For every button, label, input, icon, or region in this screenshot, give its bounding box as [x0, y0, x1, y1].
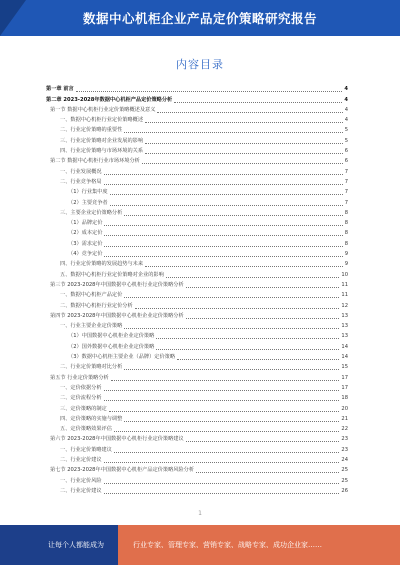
toc-entry-title: （2）成本定价: [68, 230, 103, 237]
toc-entry-page: 8: [344, 220, 348, 227]
toc-entry-page: 18: [341, 395, 348, 402]
toc-dot-leader: [124, 368, 339, 370]
toc-entry-title: 一、行业主要企业定价策略: [60, 323, 123, 330]
toc-entry[interactable]: [46, 403, 348, 413]
toc-entry-page: 7: [344, 168, 348, 175]
toc-entry[interactable]: [46, 331, 348, 341]
toc-dot-leader: [111, 379, 340, 381]
toc-entry[interactable]: [46, 383, 348, 393]
toc-dot-leader: [135, 307, 340, 309]
toc-dot-leader: [142, 162, 343, 164]
toc-entry-page: 9: [344, 251, 348, 258]
toc-entry[interactable]: [46, 290, 348, 300]
toc-entry-title: 五、定价策略效果评估: [60, 426, 112, 433]
toc-entry[interactable]: [46, 166, 348, 176]
toc-entry-page: 26: [341, 487, 348, 494]
toc-entry[interactable]: [46, 125, 348, 135]
toc-entry-title: 第七节 2023-2028年中国数据中心机柜产品定价策略风险分析: [50, 467, 195, 474]
toc-entry-title: （1）品牌定价: [68, 220, 103, 227]
toc-entry-page: 11: [341, 292, 348, 299]
toc-dot-leader: [166, 276, 340, 278]
toc-dot-leader: [186, 286, 340, 288]
toc-entry-title: 第四节 2023-2028年中国数据中心机柜企业定价策略分析: [50, 312, 184, 319]
toc-dot-leader: [104, 234, 342, 236]
toc-dot-leader: [114, 451, 340, 453]
toc-entry-page: 11: [341, 281, 348, 288]
toc-entry-page: 8: [344, 209, 348, 216]
toc-entry-title: （3）数据中心机柜主要企业（品牌）定价策略: [68, 354, 176, 361]
toc-dot-leader: [124, 420, 339, 422]
toc-entry-title: （4）竞争定价: [68, 251, 103, 258]
footer-roles: 行业专家、管理专家、营销专家、战略专家、成功企业家……: [133, 541, 322, 549]
toc-entry[interactable]: [46, 187, 348, 197]
toc-entry-title: 第五节 行业定价策略分析: [50, 374, 109, 381]
toc-entry-page: 13: [341, 333, 348, 340]
toc-dot-leader: [114, 430, 340, 432]
toc-entry[interactable]: [46, 269, 348, 279]
toc-dot-leader: [104, 389, 340, 391]
toc-entry[interactable]: [46, 424, 348, 434]
toc-dot-leader: [145, 152, 343, 154]
toc-entry-page: 23: [341, 436, 348, 443]
toc-dot-leader: [156, 348, 339, 350]
toc-entry[interactable]: [46, 455, 348, 465]
toc-entry[interactable]: [46, 486, 348, 496]
toc-entry-title: 四、行业定价策略与市场环境的关系: [60, 148, 144, 155]
toc-entry-title: 三、主要企业定价策略分析: [60, 209, 123, 216]
toc-dot-leader: [110, 204, 343, 206]
toc-entry-page: 4: [344, 117, 348, 124]
toc-entry[interactable]: [46, 228, 348, 238]
toc-entry-title: （3）需求定价: [68, 240, 103, 247]
toc-entry-page: 7: [344, 199, 348, 206]
toc-dot-leader: [109, 410, 340, 412]
toc-dot-leader: [104, 183, 343, 185]
toc-entry-title: 二、行业定价策略的重要性: [60, 127, 123, 134]
toc-entry-title: 三、行业定价策略对企业发展的影响: [60, 137, 144, 144]
toc-dot-leader: [104, 492, 340, 494]
toc-entry[interactable]: [46, 84, 348, 94]
toc-entry-title: 二、行业定价建议: [60, 456, 102, 463]
toc-entry-title: （2）国外数据中心机柜企业定价策略: [68, 343, 155, 350]
toc-entry-title: 一、行业定价策略建议: [60, 446, 112, 453]
toc-entry-page: 5: [344, 127, 348, 134]
toc-entry-title: 第二节 数据中心机柜行业市场环境分析: [50, 158, 140, 165]
toc-entry-page: 7: [344, 178, 348, 185]
page-number: 1: [198, 510, 202, 517]
toc-dot-leader: [104, 399, 340, 401]
toc-entry-page: 6: [344, 158, 348, 165]
toc-entry[interactable]: [46, 352, 348, 362]
toc-entry[interactable]: [46, 249, 348, 259]
toc-entry[interactable]: [46, 177, 348, 187]
toc-entry[interactable]: [46, 311, 348, 321]
toc-entry-page: 13: [341, 312, 348, 319]
toc-entry-title: 第三节 2023-2028年中国数据中心机柜行业定价策略分析: [50, 281, 184, 288]
toc-entry-page: 24: [341, 456, 348, 463]
toc-entry[interactable]: [46, 208, 348, 218]
toc-dot-leader: [104, 482, 340, 484]
toc-entry[interactable]: [46, 280, 348, 290]
toc-entry-page: 4: [344, 106, 348, 113]
toc-entry-title: 二、行业定价策略对比分析: [60, 364, 123, 371]
toc-entry-page: 4: [344, 96, 348, 103]
toc-entry-page: 23: [341, 446, 348, 453]
toc-entry[interactable]: [46, 444, 348, 454]
toc-entry-title: 一、定价依据分析: [60, 384, 102, 391]
toc-dot-leader: [104, 255, 342, 257]
toc-dot-leader: [76, 90, 343, 92]
toc-entry-title: 二、定价流程分析: [60, 395, 102, 402]
toc-dot-leader: [186, 440, 340, 442]
toc-dot-leader: [104, 245, 342, 247]
toc-entry[interactable]: [46, 135, 348, 145]
toc-entry-title: 第一章 前言: [46, 86, 74, 93]
toc-dot-leader: [104, 173, 343, 175]
toc-entry-page: 12: [341, 302, 348, 309]
toc-entry[interactable]: [46, 197, 348, 207]
toc-entry-page: 9: [344, 261, 348, 268]
toc-dot-leader: [124, 296, 339, 298]
toc-entry-page: 17: [341, 384, 348, 391]
table-of-contents: [46, 84, 348, 496]
toc-entry-title: 三、定价策略的制定: [60, 405, 107, 412]
toc-entry-page: 25: [341, 477, 348, 484]
toc-entry-title: 一、数据中心机柜产品定价: [60, 292, 123, 299]
toc-entry-title: 四、行业定价策略的发展趋势与未来: [60, 261, 144, 268]
toc-entry[interactable]: [46, 341, 348, 351]
toc-entry-title: 五、数据中心机柜行业定价策略对企业的影响: [60, 271, 164, 278]
toc-entry-page: 22: [341, 426, 348, 433]
toc-entry[interactable]: [46, 105, 348, 115]
toc-entry-title: 二、行业竞争格局: [60, 178, 102, 185]
toc-entry-page: 10: [341, 271, 348, 278]
toc-entry-title: 一、行业定价风险: [60, 477, 102, 484]
toc-entry[interactable]: [46, 238, 348, 248]
toc-dot-leader: [156, 337, 339, 339]
toc-entry-page: 7: [344, 189, 348, 196]
toc-entry-page: 15: [341, 364, 348, 371]
toc-dot-leader: [145, 142, 343, 144]
toc-entry-title: 第六节 2023-2028年中国数据中心机柜行业定价策略建议: [50, 436, 184, 443]
toc-entry-page: 5: [344, 137, 348, 144]
header-bar: [0, 0, 400, 36]
toc-entry[interactable]: [46, 393, 348, 403]
toc-dot-leader: [174, 101, 342, 103]
toc-entry[interactable]: [46, 300, 348, 310]
toc-entry[interactable]: [46, 94, 348, 104]
toc-entry[interactable]: [46, 259, 348, 269]
toc-entry-page: 4: [344, 86, 348, 93]
page-title: 数据中心机柜企业产品定价策略研究报告: [82, 11, 317, 26]
toc-entry[interactable]: [46, 372, 348, 382]
toc-entry[interactable]: [46, 146, 348, 156]
toc-entry[interactable]: [46, 475, 348, 485]
toc-entry-title: 二、数据中心机柜行业定价分析: [60, 302, 133, 309]
toc-dot-leader: [145, 121, 343, 123]
toc-dot-leader: [157, 111, 342, 113]
toc-entry-page: 17: [341, 374, 348, 381]
toc-entry[interactable]: [46, 434, 348, 444]
toc-dot-leader: [196, 471, 339, 473]
toc-entry[interactable]: [46, 115, 348, 125]
toc-entry-page: 8: [344, 240, 348, 247]
toc-entry-page: 14: [341, 343, 348, 350]
toc-entry[interactable]: [46, 321, 348, 331]
toc-title: 内容目录: [176, 58, 224, 71]
toc-dot-leader: [177, 358, 339, 360]
toc-dot-leader: [124, 131, 342, 133]
toc-dot-leader: [145, 265, 343, 267]
toc-entry-page: 8: [344, 230, 348, 237]
footer-banner: [0, 525, 400, 565]
toc-dot-leader: [104, 224, 342, 226]
toc-entry-page: 20: [341, 405, 348, 412]
toc-entry-title: 第二章 2023-2028年数据中心机柜产品定价策略分析: [46, 96, 173, 103]
toc-entry-title: （2）主要竞争者: [68, 199, 108, 206]
footer-slogan: 让每个人都能成为: [48, 541, 104, 549]
toc-entry-title: 第一节 数据中心机柜行业定价策略概述及意义: [50, 106, 156, 113]
toc-entry[interactable]: [46, 362, 348, 372]
toc-entry[interactable]: [46, 218, 348, 228]
toc-dot-leader: [124, 327, 339, 329]
toc-entry[interactable]: [46, 156, 348, 166]
toc-dot-leader: [110, 193, 343, 195]
toc-entry-title: 四、定价策略的实施与调整: [60, 415, 123, 422]
toc-dot-leader: [104, 461, 340, 463]
toc-entry-page: 25: [341, 467, 348, 474]
toc-entry-title: 一、数据中心机柜行业定价策略概述: [60, 117, 144, 124]
toc-entry-title: （1）行业集中度: [68, 189, 108, 196]
toc-entry-page: 6: [344, 148, 348, 155]
toc-dot-leader: [186, 317, 340, 319]
toc-dot-leader: [124, 214, 342, 216]
toc-entry[interactable]: [46, 465, 348, 475]
toc-entry-page: 21: [341, 415, 348, 422]
toc-entry-title: 一、行业发展概况: [60, 168, 102, 175]
toc-entry-title: （1）中国数据中心机柜企业定价策略: [68, 333, 155, 340]
toc-entry-page: 13: [341, 323, 348, 330]
toc-entry-title: 二、行业定价建议: [60, 487, 102, 494]
toc-entry[interactable]: [46, 414, 348, 424]
toc-entry-page: 14: [341, 354, 348, 361]
